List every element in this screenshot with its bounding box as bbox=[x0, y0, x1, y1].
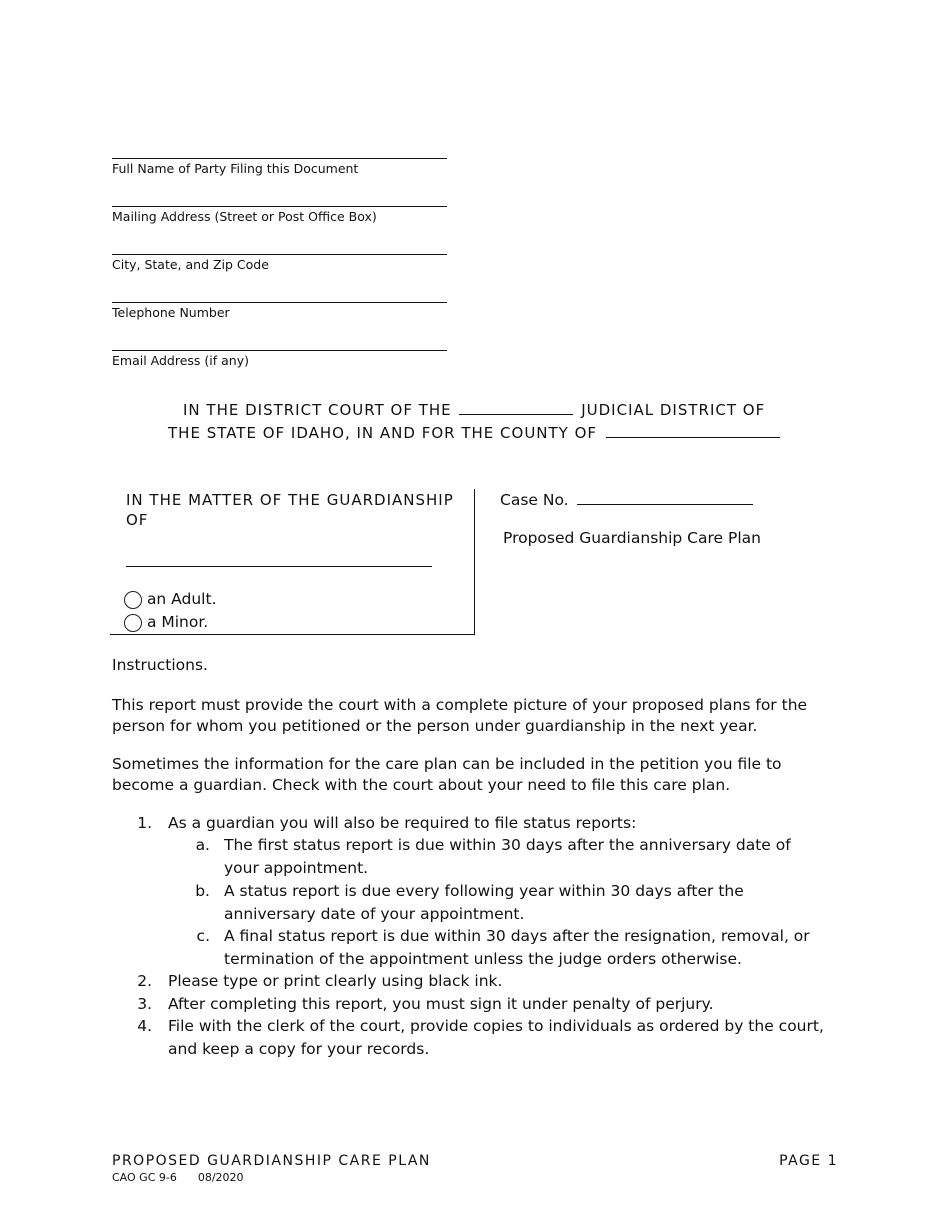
subitem-c-letter: c. bbox=[196, 927, 210, 945]
instructions-heading: Instructions. bbox=[112, 656, 208, 674]
item-3-number: 3. bbox=[137, 995, 152, 1013]
telephone-label: Telephone Number bbox=[112, 305, 230, 320]
email-label: Email Address (if any) bbox=[112, 353, 249, 368]
filer-name-line[interactable] bbox=[112, 158, 447, 159]
filer-name-label: Full Name of Party Filing this Document bbox=[112, 161, 359, 176]
court-judicial-text: JUDICIAL DISTRICT OF bbox=[581, 401, 766, 419]
court-district-text: IN THE DISTRICT COURT OF THE bbox=[183, 401, 452, 419]
option-adult[interactable] bbox=[124, 590, 217, 609]
document-title: Proposed Guardianship Care Plan bbox=[503, 529, 761, 547]
mailing-address-field[interactable] bbox=[112, 206, 447, 224]
subitem-a-letter: a. bbox=[195, 836, 210, 854]
item-4-text: File with the clerk of the court, provide copies to individuals as ordered by the court, and keep a copy for your records. bbox=[168, 1017, 824, 1058]
item-2-number: 2. bbox=[137, 972, 152, 990]
judicial-district-blank[interactable] bbox=[459, 400, 573, 415]
email-field[interactable] bbox=[112, 350, 447, 368]
footer-form-date: 08/2020 bbox=[197, 1171, 244, 1184]
mailing-address-line[interactable] bbox=[112, 206, 447, 207]
email-line[interactable] bbox=[112, 350, 447, 351]
telephone-line[interactable] bbox=[112, 302, 447, 303]
matter-heading: IN THE MATTER OF THE GUARDIANSHIP OF bbox=[126, 491, 454, 529]
ward-name-line[interactable] bbox=[126, 566, 432, 567]
court-state-text: THE STATE OF IDAHO, IN AND FOR THE COUNTY OF bbox=[168, 424, 598, 442]
item-1-number: 1. bbox=[137, 814, 152, 832]
minor-label: a Minor. bbox=[146, 613, 209, 631]
filer-name-field[interactable] bbox=[112, 158, 447, 176]
city-state-zip-line[interactable] bbox=[112, 254, 447, 255]
instructions-para1: This report must provide the court with a complete picture of your proposed plans for the person for whom you petitioned or the person under guardianship in the next year. bbox=[112, 696, 808, 735]
mailing-address-label: Mailing Address (Street or Post Office Box) bbox=[112, 209, 377, 224]
subitem-b-letter: b. bbox=[195, 882, 210, 900]
instructions-para2: Sometimes the information for the care plan can be included in the petition you file to become a guardian. Check with the court about your need to file this care plan. bbox=[112, 755, 782, 794]
adult-radio[interactable] bbox=[124, 591, 142, 609]
adult-label: an Adult. bbox=[146, 590, 217, 608]
footer-page-number: PAGE 1 bbox=[779, 1153, 838, 1169]
court-heading-line2 bbox=[168, 423, 780, 442]
item-3-text: After completing this report, you must sign it under penalty of perjury. bbox=[168, 995, 714, 1013]
case-number bbox=[500, 490, 753, 509]
subitem-a-text: The first status report is due within 30 days after the anniversary date of your appointment. bbox=[224, 836, 791, 877]
option-minor[interactable] bbox=[124, 613, 208, 632]
subitem-b-text: A status report is due every following year within 30 days after the anniversary date of your appointment. bbox=[224, 882, 744, 923]
item-2-text: Please type or print clearly using black ink. bbox=[168, 972, 503, 990]
court-heading-line1 bbox=[183, 400, 765, 419]
footer-form-code: CAO GC 9-6 bbox=[112, 1171, 177, 1184]
item-4-number: 4. bbox=[137, 1017, 152, 1035]
footer-title: PROPOSED GUARDIANSHIP CARE PLAN bbox=[112, 1153, 431, 1169]
minor-radio[interactable] bbox=[124, 614, 142, 632]
item-1-text: As a guardian you will also be required to file status reports: bbox=[168, 814, 637, 832]
case-no-label: Case No. bbox=[500, 491, 569, 509]
case-no-blank[interactable] bbox=[577, 490, 753, 505]
footer-form-info bbox=[112, 1171, 244, 1184]
telephone-field[interactable] bbox=[112, 302, 447, 320]
county-blank[interactable] bbox=[606, 423, 780, 438]
city-state-zip-label: City, State, and Zip Code bbox=[112, 257, 269, 272]
subitem-c-text: A final status report is due within 30 days after the resignation, removal, or termination of the appointment unless the judge orders otherwise. bbox=[224, 927, 810, 968]
city-state-zip-field[interactable] bbox=[112, 254, 447, 272]
